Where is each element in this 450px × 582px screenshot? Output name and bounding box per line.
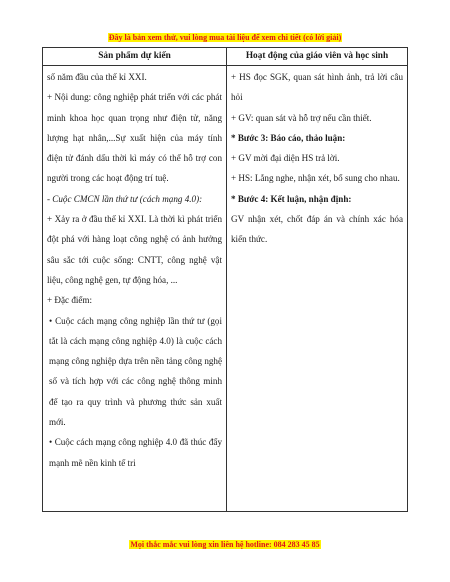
table-row	[43, 66, 408, 512]
subheading: - Cuộc CMCN lần thứ tư (cách mạng 4.0):	[47, 193, 203, 204]
paragraph: + HS: Lắng nghe, nhận xét, bổ sung cho nhau.	[231, 173, 400, 184]
preview-banner-text: Đây là bản xem thử, vui lòng mua tài liệu để xem chi tiết (có lời giải)	[108, 33, 342, 42]
lesson-table	[42, 47, 408, 512]
paragraph: + GV mời đại diện HS trả lời.	[231, 153, 340, 164]
paragraph: số năm đầu của thế kỉ XXI.	[47, 72, 147, 82]
paragraph: + GV: quan sát và hỗ trợ nếu cần thiết.	[231, 112, 372, 123]
preview-banner	[0, 27, 450, 45]
paragraph: + Nội dung: công nghiệp phát triển với các phát minh khoa học quan trọng như điện tử, năng lượng hạt nhân,...Sự xuất hiện của máy tính điện tử đánh dấu thời kì máy có thể hỗ trợ con người trong các hoạt động trí tuệ.	[47, 92, 222, 184]
paragraph: + Xảy ra ở đầu thế kỉ XXI. Là thời kì phát triển đột phá với hàng loạt công nghệ có ảnh hưởng sâu sắc tới cuộc sống: CNTT, công nghệ vật liệu, công nghệ gen, tự động hóa, ...	[47, 214, 222, 285]
expected-products-cell	[43, 66, 227, 512]
paragraph: GV nhận xét, chốt đáp án và chính xác hóa kiến thức.	[231, 214, 403, 245]
bullet-item: • Cuộc cách mạng công nghiệp lần thứ tư (gọi tắt là cách mạng công nghiệp 4.0) là cuộc cách mạng công nghiệp dựa trên nền tảng công nghệ số và tích hợp với các công nghệ thông minh để tạo ra quy trình và phương thức sản xuất mới.	[49, 315, 222, 428]
hotline-banner	[0, 534, 450, 552]
step-heading: * Bước 4: Kết luận, nhận định:	[231, 193, 352, 204]
paragraph: + HS đọc SGK, quan sát hình ảnh, trả lời câu hỏi	[231, 72, 403, 103]
header-teacher-student-activities: Hoạt động của giáo viên và học sinh	[227, 48, 408, 66]
hotline-banner-text: Mọi thắc mắc vui lòng xin liên hệ hotline: 084 283 45 85	[130, 540, 320, 549]
paragraph: + Đặc điểm:	[47, 295, 93, 306]
step-heading: * Bước 3: Báo cáo, thảo luận:	[231, 132, 346, 143]
table-header-row	[43, 48, 408, 66]
header-expected-products: Sản phẩm dự kiến	[43, 48, 227, 66]
activities-cell	[227, 66, 408, 512]
bullet-item: • Cuộc cách mạng công nghiệp 4.0 đã thúc đẩy mạnh mẽ nền kinh tế tri	[49, 437, 222, 468]
